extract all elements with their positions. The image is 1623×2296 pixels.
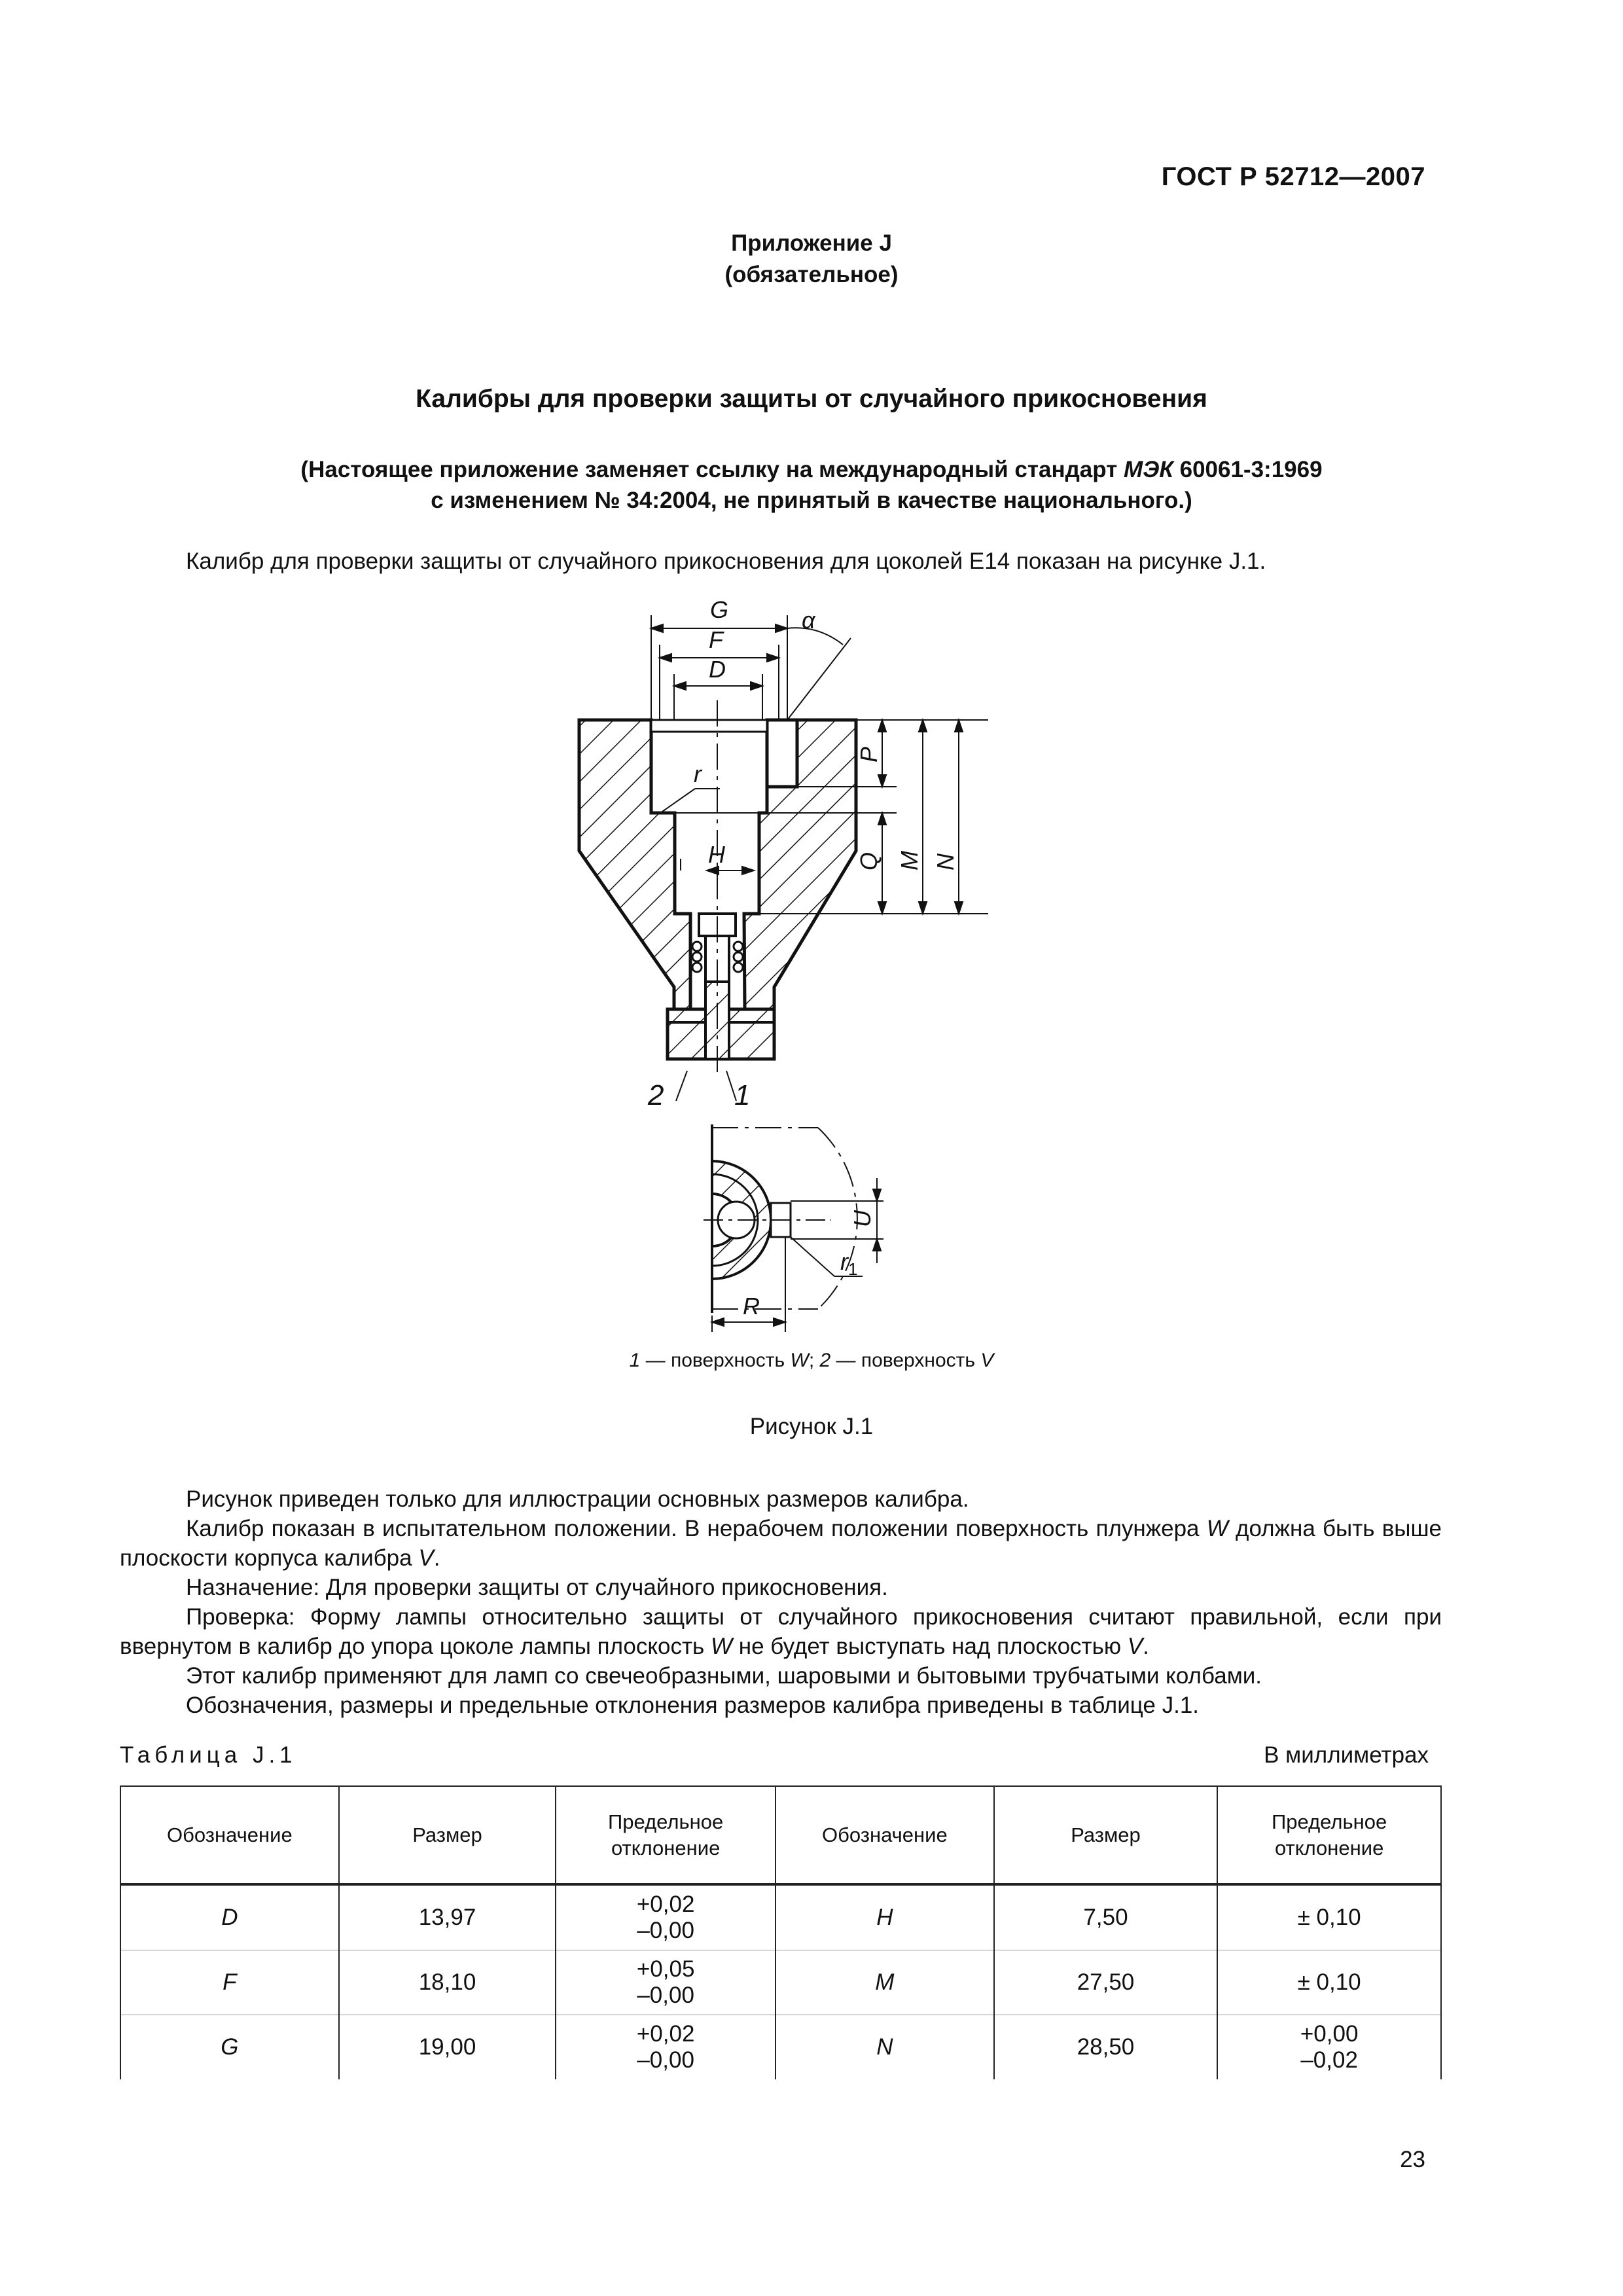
- label-r: r: [694, 761, 702, 787]
- spring-right: [734, 942, 743, 972]
- paragraph-4: Проверка: Форму лампы относительно защиты от случайного прикосновения считают правильной, если при ввернутом в калибр до упора цоколе лампы плоскость W не будет выступать над плоскостью V.: [120, 1604, 1442, 1659]
- cell-size: 27,50: [994, 1950, 1218, 2015]
- cell-size: 28,50: [994, 2015, 1218, 2080]
- table-row: [120, 1884, 1441, 1950]
- header-tolerance-2: Предельное отклонение: [1217, 1786, 1441, 1884]
- plan-view: [704, 1124, 883, 1332]
- label-N: N: [932, 853, 959, 870]
- label-F: F: [709, 626, 723, 653]
- cell-tolerance: ± 0,10: [1217, 1884, 1441, 1950]
- table-row: [120, 1950, 1441, 2015]
- paragraph-5: Этот калибр применяют для ламп со свечеобразными, шаровыми и бытовыми трубчатыми колбами.: [186, 1663, 1262, 1689]
- label-1: 1: [734, 1079, 751, 1111]
- header-size-1: Размер: [339, 1786, 556, 1884]
- table-header-row: [120, 1786, 1441, 1884]
- cell-size: 19,00: [339, 2015, 556, 2080]
- label-G: G: [710, 596, 729, 623]
- header-designation-1: Обозначение: [120, 1786, 339, 1884]
- document-code: ГОСТ Р 52712—2007: [1161, 162, 1425, 191]
- cell-designation: G: [120, 2015, 339, 2080]
- cell-tolerance: +0,02 –0,00: [556, 1884, 776, 1950]
- paragraph-2: Калибр показан в испытательном положении. В нерабочем положении поверхность плунжера W должна быть выше плоскости корпуса калибра V.: [120, 1516, 1442, 1571]
- label-P: P: [855, 746, 882, 762]
- cell-designation: H: [776, 1884, 994, 1950]
- cell-designation: N: [776, 2015, 994, 2080]
- cell-designation: M: [776, 1950, 994, 2015]
- header-designation-2: Обозначение: [776, 1786, 994, 1884]
- label-r1: $r_1$: [840, 1248, 858, 1279]
- note-line-2: с изменением № 34:2004, не принятый в качестве национального.): [431, 488, 1192, 513]
- dimensions-table: [120, 1785, 1442, 2079]
- paragraph-1: Рисунок приведен только для иллюстрации основных размеров калибра.: [186, 1486, 969, 1512]
- cell-tolerance: +0,02 –0,00: [556, 2015, 776, 2080]
- header-tolerance-1: Предельное отклонение: [556, 1786, 776, 1884]
- cell-size: 7,50: [994, 1884, 1218, 1950]
- label-U: U: [849, 1210, 876, 1227]
- slot-notch: [767, 720, 797, 787]
- section-heading: Калибры для проверки защиты от случайного прикосновения: [416, 385, 1207, 413]
- section-view: [579, 596, 988, 1111]
- note-line-1: (Настоящее приложение заменяет ссылку на международный стандарт МЭК 60061-3:1969: [300, 457, 1323, 482]
- spring-left: [692, 942, 702, 972]
- cell-tolerance: ± 0,10: [1217, 1950, 1441, 2015]
- label-H: H: [708, 841, 725, 868]
- cell-tolerance: +0,05 –0,00: [556, 1950, 776, 2015]
- table-units: В миллиметрах: [1264, 1742, 1429, 1768]
- label-D: D: [709, 656, 726, 683]
- paragraph-6: Обозначения, размеры и предельные отклонения размеров калибра приведены в таблице J.1.: [186, 1693, 1200, 1718]
- header-size-2: Размер: [994, 1786, 1218, 1884]
- annex-title: Приложение J: [731, 230, 892, 256]
- label-R: R: [743, 1293, 760, 1319]
- annex-type: (обязательное): [724, 262, 899, 287]
- table-row: [120, 2015, 1441, 2080]
- intro-paragraph: Калибр для проверки защиты от случайного прикосновения для цоколей Е14 показан на рисунке J.1.: [186, 548, 1266, 574]
- page-number: 23: [1400, 2147, 1425, 2172]
- label-alpha: α: [802, 607, 815, 634]
- table-title: Таблица J.1: [120, 1742, 297, 1768]
- cell-tolerance: +0,00 –0,02: [1217, 2015, 1441, 2080]
- body-text: [120, 1484, 1442, 1720]
- paragraph-3: Назначение: Для проверки защиты от случайного прикосновения.: [186, 1575, 888, 1600]
- figure-legend: 1 — поверхность W; 2 — поверхность V: [629, 1350, 994, 1371]
- label-Q: Q: [855, 852, 882, 870]
- cell-designation: F: [120, 1950, 339, 2015]
- cell-designation: D: [120, 1884, 339, 1950]
- cell-size: 13,97: [339, 1884, 556, 1950]
- label-2: 2: [648, 1079, 664, 1111]
- figure-caption: Рисунок J.1: [749, 1414, 874, 1439]
- cell-size: 18,10: [339, 1950, 556, 2015]
- label-M: M: [896, 851, 923, 870]
